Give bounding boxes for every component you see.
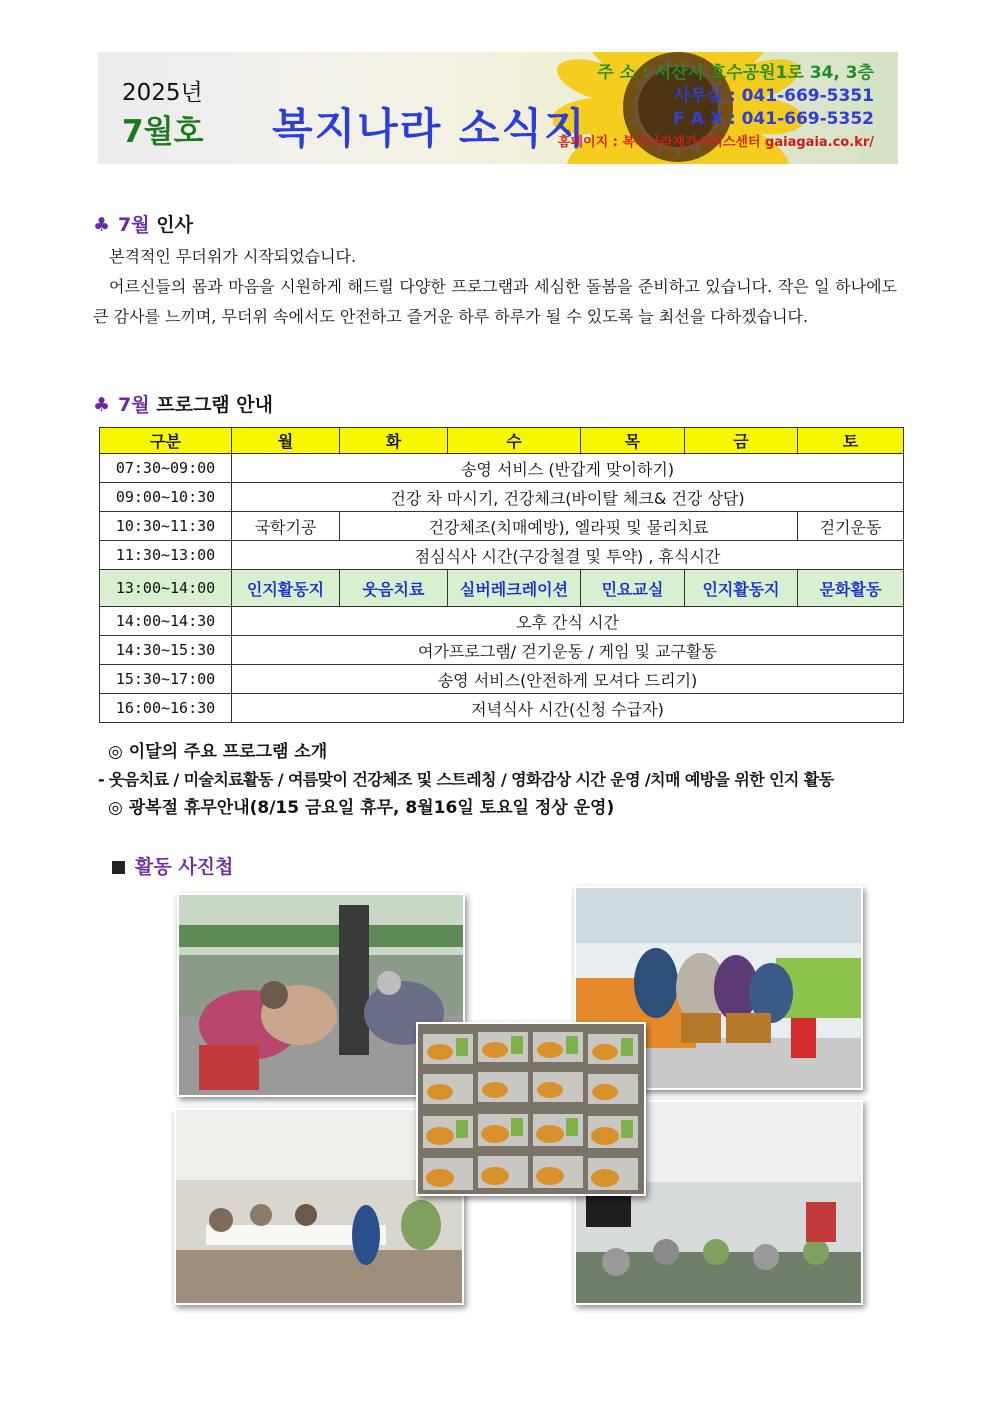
activity-cell: 여가프로그램/ 걷기운동 / 게임 및 교구활동 [232, 636, 904, 665]
activity-cell: 저녁식사 시간(신청 수급자) [232, 694, 904, 723]
issue-year: 2025년 [122, 80, 203, 106]
greeting-month: 7월 [118, 214, 150, 236]
homepage-link[interactable]: 홈페이지 : 복지나라재가서비스센터 gaiagaia.co.kr/ [557, 135, 874, 150]
greeting-line-1: 본격적인 무더위가 시작되었습니다. [109, 247, 357, 266]
table-row [100, 483, 904, 512]
activity-cell: 점심식사 시간(구강철결 및 투약) , 휴식시간 [232, 541, 904, 570]
program-heading-text: 프로그램 안내 [156, 394, 273, 416]
header-sat: 토 [798, 428, 904, 454]
activity-cell: 오후 간식 시간 [232, 607, 904, 636]
notes-program-list: - 웃음치료 / 미술치료활동 / 여름맞이 건강체조 및 스트레칭 / 영화감상 시간 운영 /치매 예방을 위한 인지 활동 [98, 770, 834, 789]
issue-month: 7월호 [122, 114, 204, 150]
activity-thu: 민요교실 [581, 570, 685, 607]
program-notes [98, 738, 834, 822]
gallery-title: 활동 사진첩 [135, 856, 234, 878]
header-fri: 금 [685, 428, 798, 454]
program-heading [93, 390, 273, 417]
table-header-row [100, 428, 904, 454]
program-month: 7월 [118, 394, 150, 416]
time-cell: 10:30~11:30 [100, 512, 232, 541]
notes-intro: ◎ 이달의 주요 프로그램 소개 [108, 742, 328, 762]
club-icon: ♣ [93, 394, 111, 416]
time-cell: 07:30~09:00 [100, 454, 232, 483]
time-cell: 11:30~13:00 [100, 541, 232, 570]
table-row [100, 694, 904, 723]
time-cell: 13:00~14:00 [100, 570, 232, 607]
newsletter-banner [98, 52, 898, 164]
activity-cell-mon: 국학기공 [232, 512, 340, 541]
time-cell: 15:30~17:00 [100, 665, 232, 694]
activity-cell-tue-fri: 건강체조(치매예방), 엘라핏 및 물리치료 [340, 512, 798, 541]
club-icon: ♣ [93, 214, 111, 236]
table-row-activities [100, 570, 904, 607]
header-category: 구분 [100, 428, 232, 454]
activity-cell: 송영 서비스 (반갑게 맞이하기) [232, 454, 904, 483]
activity-cell-sat: 걷기운동 [798, 512, 904, 541]
time-cell: 09:00~10:30 [100, 483, 232, 512]
table-row [100, 512, 904, 541]
table-row [100, 541, 904, 570]
greeting-body [93, 242, 897, 332]
table-row [100, 636, 904, 665]
gallery-heading [112, 852, 233, 879]
greeting-heading [93, 210, 193, 237]
activity-sat: 문화활동 [798, 570, 904, 607]
contact-info [558, 62, 874, 154]
photo-album-icon [112, 861, 125, 874]
header-mon: 월 [232, 428, 340, 454]
table-row [100, 454, 904, 483]
activity-photo-snacks [416, 1022, 646, 1196]
time-cell: 14:00~14:30 [100, 607, 232, 636]
activity-cell: 건강 차 마시기, 건강체크(바이탈 체크& 건강 상담) [232, 483, 904, 512]
header-wed: 수 [448, 428, 581, 454]
time-cell: 14:30~15:30 [100, 636, 232, 665]
time-cell: 16:00~16:30 [100, 694, 232, 723]
activity-fri: 인지활동지 [685, 570, 798, 607]
activity-cell: 송영 서비스(안전하게 모셔다 드리기) [232, 665, 904, 694]
program-schedule-table [99, 427, 904, 723]
office-phone: 사무실 : 041-669-5351 [673, 86, 874, 106]
table-row [100, 607, 904, 636]
address: 주 소 : 서산시 호수공원1로 34, 3층 [597, 63, 874, 83]
greeting-heading-text: 인사 [156, 214, 193, 236]
header-tue: 화 [340, 428, 448, 454]
greeting-line-2: 어르신들의 몸과 마음을 시원하게 해드릴 다양한 프로그램과 세심한 돌봄을 준비하고 있습니다. 작은 일 하나에도 큰 감사를 느끼며, 무더위 속에서도 안전하고 즐거운 하루 하루가 될 수 있도록 늘 최선을 다하겠습니다. [93, 277, 897, 326]
newsletter-title: 복지나라 소식지 [272, 104, 587, 153]
header-thu: 목 [581, 428, 685, 454]
fax-number: F A X : 041-669-5352 [673, 109, 874, 129]
activity-mon: 인지활동지 [232, 570, 340, 607]
activity-wed: 실버레크레이션 [448, 570, 581, 607]
activity-tue: 웃음치료 [340, 570, 448, 607]
table-row [100, 665, 904, 694]
notes-holiday: ◎ 광복절 휴무안내(8/15 금요일 휴무, 8월16일 토요일 정상 운영) [108, 798, 615, 818]
